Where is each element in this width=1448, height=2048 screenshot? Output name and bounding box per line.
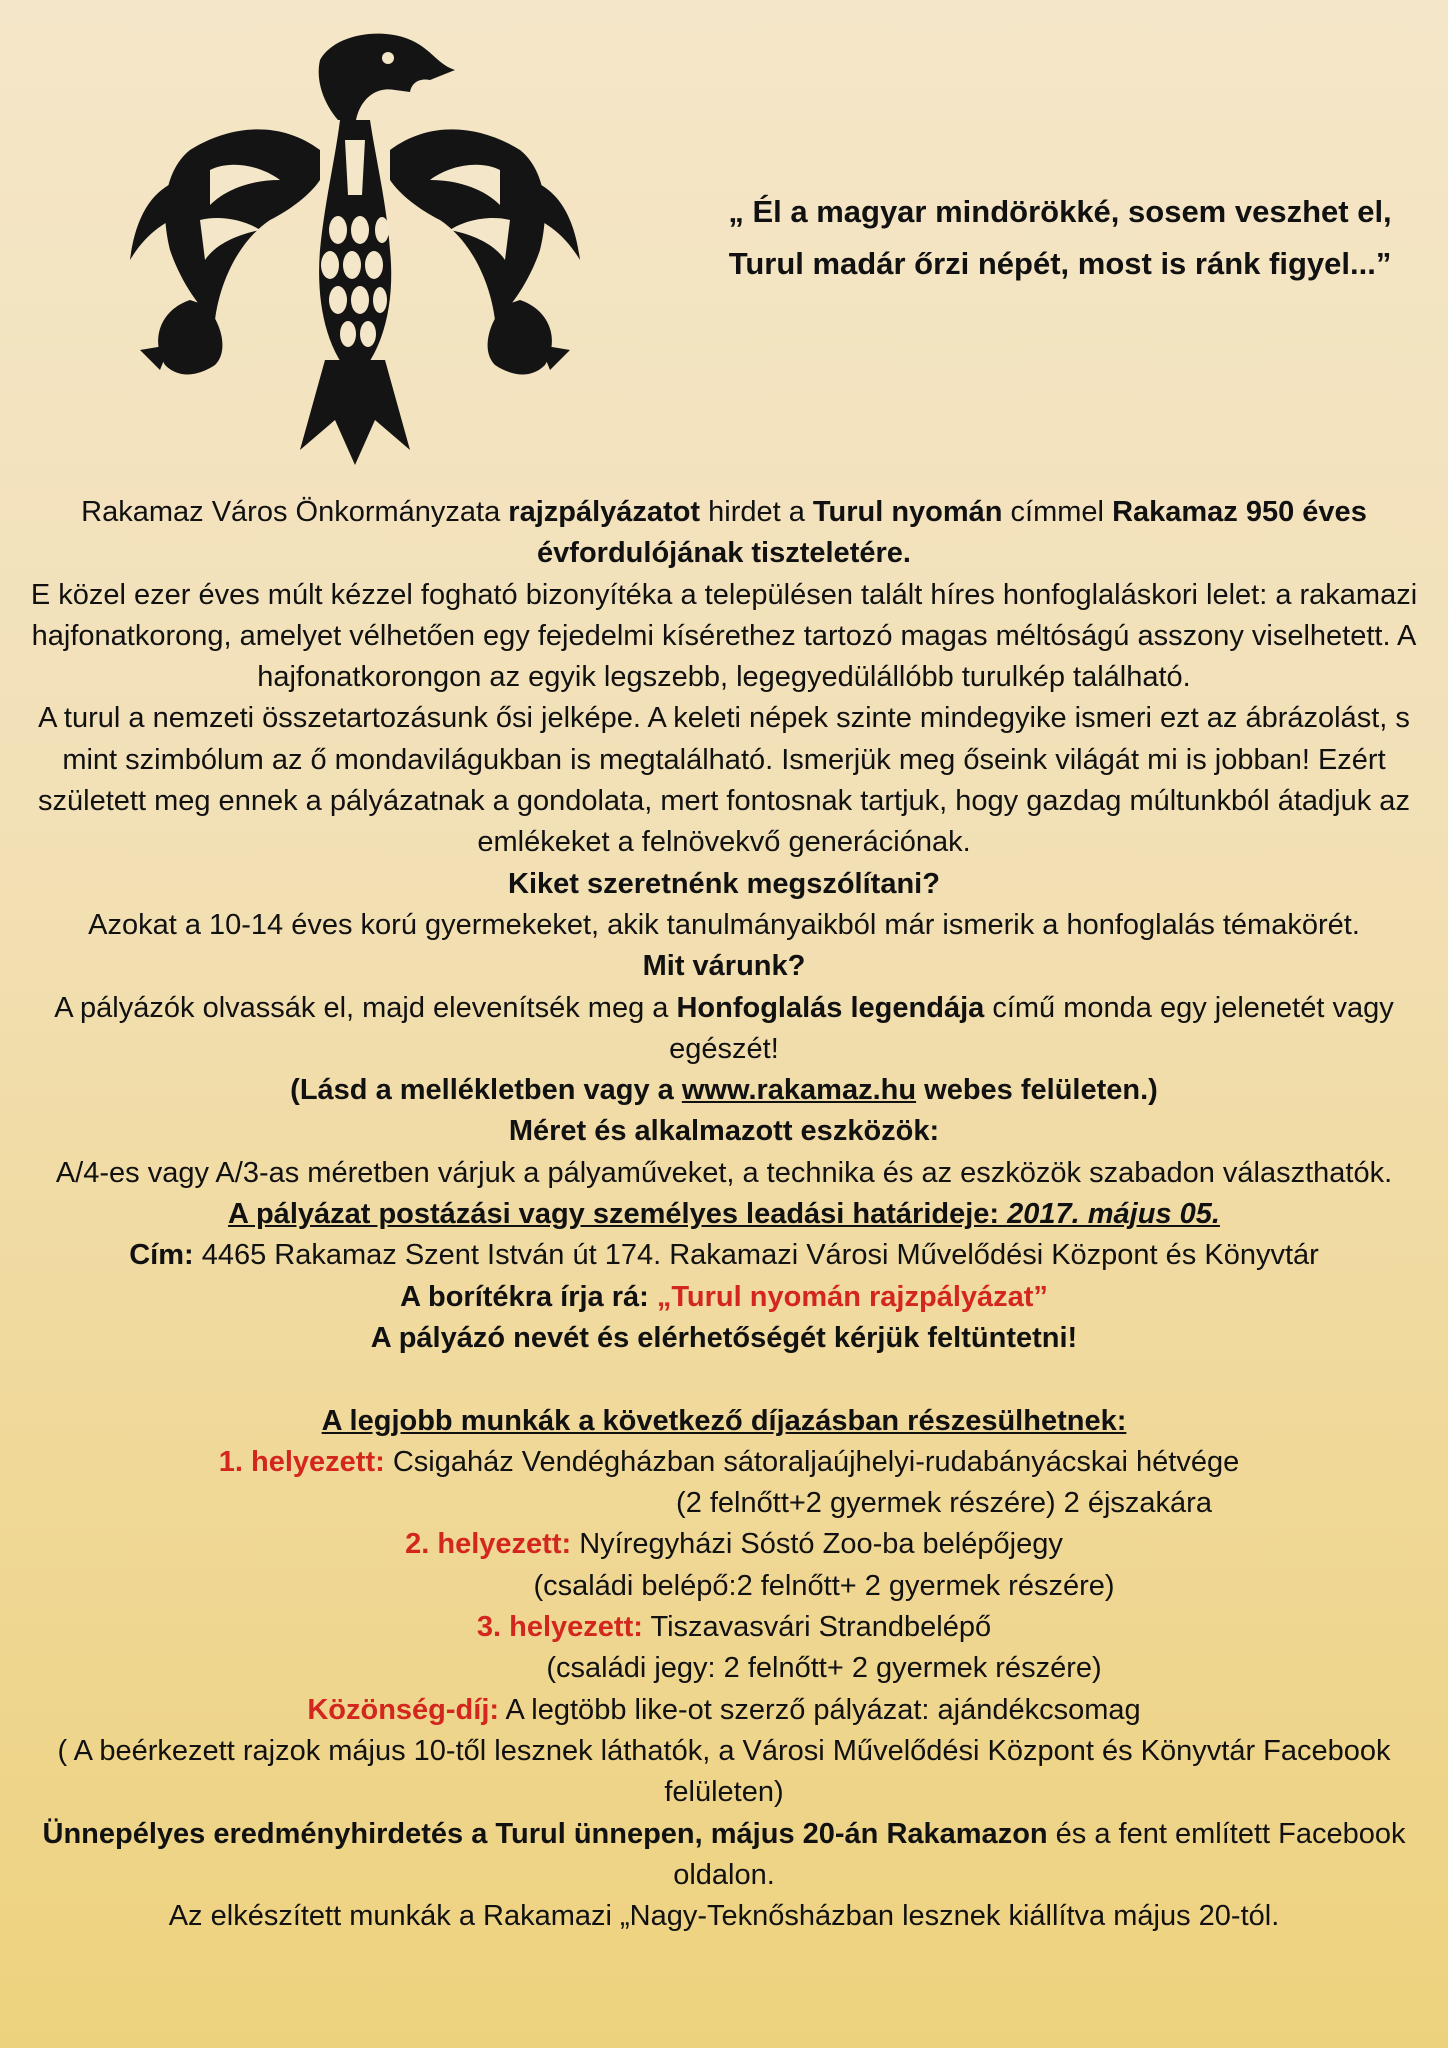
what-bold-legend: Honfoglalás legendája — [676, 991, 985, 1024]
prize-1-sub: (2 felnőtt+2 gyermek részére) 2 éjszakára — [676, 1487, 1212, 1520]
ceremony-bold: Ünnepélyes eredményhirdetés a Turul ünnepen, május 20-án Rakamazon — [42, 1817, 1048, 1850]
deadline-label: A pályázat postázási vagy személyes leadási határideje: — [228, 1198, 1008, 1231]
who-heading-text: Kiket szeretnénk megszólítani? — [508, 867, 940, 900]
history-paragraph: E közel ezer éves múlt kézzel fogható bizonyítéka a településen talált híres honfoglaláskori lelet: a rakamazi hajfonatkorong, amelyet vélhetően egy fejedelmi kísérethez tartozó magas méltóságú asszony viselhetett. A hajfonatkorongon az egyik legszebb, legegyedülállóbb turulkép található. — [30, 578, 1418, 694]
spacer — [10, 1359, 1438, 1400]
size-text: A/4-es vagy A/3-as méretben várjuk a pályaműveket, a technika és az eszközök szabadon választhatók. — [55, 1156, 1393, 1189]
what-heading — [10, 946, 1438, 987]
envelope-text: „Turul nyomán rajzpályázat” — [656, 1280, 1048, 1313]
prize-1-label: 1. helyezett: — [218, 1445, 385, 1478]
prize-3-text: Tiszavasvári Strandbelépő — [642, 1611, 992, 1644]
envelope-label: A borítékra írja rá: — [400, 1280, 657, 1313]
audience-prize — [10, 1690, 1438, 1731]
prize-2 — [10, 1524, 1438, 1565]
name-note — [10, 1318, 1438, 1359]
quote-line-2: Turul madár őrzi népét, most is ránk figyel...” — [728, 246, 1392, 281]
prize-1 — [10, 1442, 1438, 1483]
symbol-paragraph: A turul a nemzeti összetartozásunk ősi jelképe. A keleti népek szinte mindegyike ismeri ezt az ábrázolást, s mint szimbólum az ő mondavilágukban is megtalálható. Ismerjük meg őseink világát mi is jobban! Ezért született meg ennek a pályázatnak a gondolata, mert fontosnak tartjuk, hogy gazdag múltunkból átadjuk az emlékeket a felnövekvő generációnak. — [38, 702, 1410, 859]
turul-quote — [680, 186, 1440, 290]
see-text-1: (Lásd a mellékletben vagy a — [290, 1074, 682, 1107]
name-note-text: A pályázó nevét és elérhetőségét kérjük feltüntetni! — [370, 1321, 1078, 1354]
prize-2-label: 2. helyezett: — [405, 1528, 572, 1561]
intro-bold-title: Turul nyomán — [812, 496, 1003, 528]
prizes-heading-text: A legjobb munkák a következő díjazásban részesülhetnek: — [321, 1404, 1127, 1437]
website-link[interactable]: www.rakamaz.hu — [681, 1074, 917, 1107]
ceremony-text: és a fent említett Facebook oldalon. — [673, 1817, 1406, 1891]
prize-2-text: Nyíregyházi Sóstó Zoo-ba belépőjegy — [571, 1528, 1063, 1561]
size-heading-text: Méret és alkalmazott eszközök: — [508, 1115, 940, 1148]
who-heading — [10, 864, 1438, 905]
address-label: Cím: — [129, 1239, 194, 1272]
what-text-2: című monda egy jelenetét vagy egészét! — [669, 991, 1394, 1065]
visibility-note: ( A beérkezett rajzok május 10-től lesznek láthatók, a Városi Művelődési Központ és Könyvtár Facebook felületen) — [57, 1734, 1391, 1809]
size-heading — [10, 1111, 1438, 1152]
address — [10, 1235, 1438, 1276]
intro-bold-anniversary: Rakamaz 950 éves évfordulójának tiszteletére. — [537, 496, 1367, 570]
see-text-2: webes felületen.) — [916, 1074, 1158, 1107]
intro-text-2: hirdet a — [700, 496, 813, 528]
deadline — [10, 1194, 1438, 1235]
address-text: 4465 Rakamaz Szent István út 174. Rakamazi Városi Művelődési Központ és Könyvtár — [193, 1239, 1319, 1272]
what-text-1: A pályázók olvassák el, majd elevenítsék meg a — [54, 991, 677, 1024]
envelope-note — [10, 1277, 1438, 1318]
intro-bold-contest: rajzpályázatot — [508, 496, 701, 528]
intro-paragraph — [10, 492, 1438, 575]
prize-3-label: 3. helyezett: — [476, 1611, 643, 1644]
audience-text: A legtöbb like-ot szerző pályázat: ajándékcsomag — [499, 1693, 1141, 1726]
announcement-body — [10, 492, 1438, 1937]
audience-label: Közönség-díj: — [307, 1693, 500, 1726]
prize-3-sub: (családi jegy: 2 felnőtt+ 2 gyermek részére) — [546, 1652, 1102, 1685]
quote-line-1: „ Él a magyar mindörökké, sosem veszhet el, — [728, 194, 1392, 229]
exhibit-note: Az elkészített munkák a Rakamazi „Nagy-Teknősházban lesznek kiállítva május 20-tól. — [168, 1900, 1280, 1933]
who-text: Azokat a 10-14 éves korú gyermekeket, akik tanulmányaikból már ismerik a honfoglalás témakörét. — [88, 908, 1360, 941]
intro-text-3: címmel — [1002, 496, 1113, 528]
prize-3 — [10, 1607, 1438, 1648]
intro-text-1: Rakamaz Város Önkormányzata — [81, 496, 509, 528]
prizes-heading — [10, 1401, 1438, 1442]
ceremony-note — [10, 1814, 1438, 1897]
turul-bird-emblem — [120, 20, 590, 470]
prize-1-text: Csigaház Vendégházban sátoraljaújhelyi-rudabányácskai hétvége — [384, 1445, 1240, 1478]
what-paragraph — [10, 988, 1438, 1071]
what-heading-text: Mit várunk? — [642, 950, 806, 983]
deadline-date: 2017. május 05. — [1007, 1198, 1220, 1231]
see-attachment — [10, 1070, 1438, 1111]
prize-2-sub: (családi belépő:2 felnőtt+ 2 gyermek részére) — [533, 1569, 1115, 1602]
